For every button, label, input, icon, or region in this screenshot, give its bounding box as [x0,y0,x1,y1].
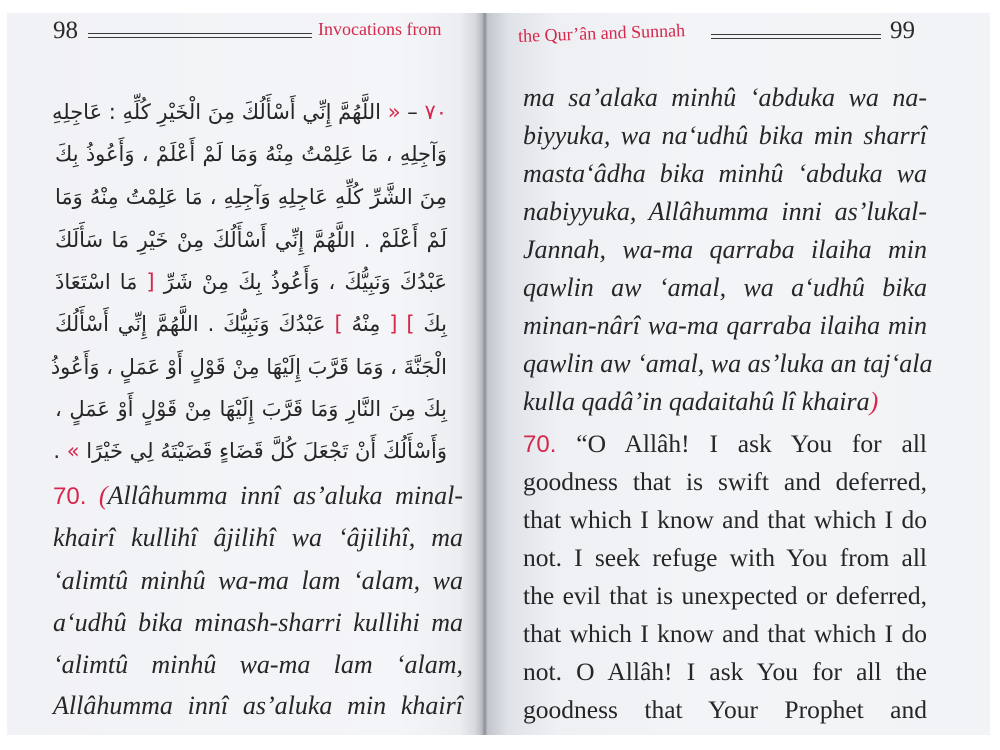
bracket-close: ] [406,312,415,336]
right-transliteration-line-1: ma sa’alaka minhû ‘abduka wa na- [523,83,927,112]
arabic-text: اللَّهُمَّ إِنِّي أَسْأَلُكَ مِنَ الْخَيْرِ كُلِّهِ : عَاجِلِهِ [51,100,382,124]
page-number-right: 99 [890,17,915,44]
translation-line-3: that which I know and that which I do [523,505,927,534]
arabic-number: ٧٠ [424,100,447,124]
right-page [485,13,990,735]
header-rule-right [711,34,881,39]
translation-line-8: goodness that Your Prophet and [523,695,927,724]
right-transliteration-line-9 [523,385,927,421]
bracket-open: [ [146,270,155,294]
translation-line-1 [523,427,927,463]
transliteration-line-5: ‘alimtû minhû wa-ma lam ‘alam, [53,650,463,679]
right-transliteration-line-7: minan-nârî wa-ma qarraba ilaiha min [523,311,927,340]
translation-line-2: goodness that is swift and deferred, [523,467,927,496]
book-spread [7,13,990,735]
running-head-right: the Qur’ân and Sunnah [517,20,686,46]
page-number-left: 98 [53,17,78,44]
open-quote: « [387,100,401,124]
transliteration-line-6: Allâhumma innî as’aluka min khairî [53,691,463,720]
dash: – [407,100,418,124]
bracket-open: [ [389,312,398,336]
transliteration-text: Allâhumma innî as’aluka minal- [107,481,463,510]
arabic-text: مِنْهُ [351,312,381,336]
arabic-line-4: لَمْ أَعْلَمْ . اللَّهُمَّ إِنِّي أَسْأَلُكَ مِنْ خَيْرِ مَا سَأَلَكَ [55,228,447,252]
right-transliteration-line-4: nabiyyuka, Allâhumma inni as’lukal- [523,197,927,226]
open-paren: ( [98,481,108,510]
arabic-line-1 [51,93,447,133]
right-transliteration-line-3: masta‘âdha bika minhû ‘abduka wa [523,159,927,188]
translation-number: 70. [523,431,557,458]
transliteration-text: kulla qadâ’in qadaitahû lî khaira [523,387,870,416]
arabic-text: عَبْدُكَ وَنَبِيُّكَ ، وَأَعُوذُ بِكَ مِنْ شَرِّ [163,270,447,294]
arabic-text: بِكَ [423,312,447,336]
arabic-line-8: بِكَ مِنَ النَّارِ وَمَا قَرَّبَ إِلَيْهَا مِنْ قَوْلٍ أَوْ عَمَلٍ ، [55,397,447,421]
translation-line-6: that which I know and that which I do [523,619,927,648]
right-transliteration-line-5: Jannah, wa-ma qarraba ilaiha min [523,235,927,264]
arabic-line-5 [55,263,447,303]
translation-line-5: the evil that is unexpected or deferred, [523,581,927,610]
translation-line-4: not. I seek refuge with You from all [523,543,927,572]
transliteration-line-2: khairî kullihî âjilihî wa ‘âjilihî, ma [53,523,463,552]
arabic-line-6 [55,305,447,345]
right-transliteration-line-8: qawlin aw ‘amal, wa as’luka an taj‘ala [523,349,933,378]
header-rule-left [88,33,312,38]
full-stop: . [53,439,61,463]
running-head-left: Invocations from [318,19,442,39]
arabic-text: وَأَسْأَلُكَ أَنْ تَجْعَلَ كُلَّ قَضَاءٍ قَضَيْتَهُ لِي خَيْرًا [86,439,447,463]
left-page [7,13,485,735]
entry-number: 70. [53,483,87,510]
transliteration-line-3: ‘alimtû minhû wa-ma lam ‘alam, wa [53,566,463,595]
close-quote: » [66,439,80,463]
arabic-text: عَبْدُكَ وَنَبِيُّكَ . اللَّهُمَّ إِنِّي أَسْأَلُكَ [55,312,326,336]
translation-line-7: not. O Allâh! I ask You for all the [523,657,927,686]
arabic-line-9 [55,432,447,472]
right-transliteration-line-2: biyyuka, wa na‘udhû bika min sharrî [523,121,927,150]
arabic-line-7: الْجَنَّةَ ، وَمَا قَرَّبَ إِلَيْهَا مِنْ قَوْلٍ أَوْ عَمَلٍ ، وَأَعُوذُ [50,355,447,379]
transliteration-line-4: a‘udhû bika minash-sharri kullihi ma [53,608,463,637]
arabic-line-2: وَآجِلِهِ ، مَا عَلِمْتُ مِنْهُ وَمَا لَمْ أَعْلَمْ ، وَأَعُوذُ بِكَ [55,142,447,166]
translation-text: “O Allâh! I ask You for all [576,429,928,458]
arabic-text: مَا اسْتَعَاذَ [55,270,138,294]
right-transliteration-line-6: qawlin aw ‘amal, wa a‘udhû bika [523,273,927,302]
transliteration-line-1 [53,479,463,515]
arabic-line-3: مِنَ الشَّرِّ كُلِّهِ عَاجِلِهِ وَآجِلِهِ ، مَا عَلِمْتُ مِنْهُ وَمَا [55,185,447,209]
close-paren: ) [869,387,879,416]
bracket-close: ] [334,312,343,336]
